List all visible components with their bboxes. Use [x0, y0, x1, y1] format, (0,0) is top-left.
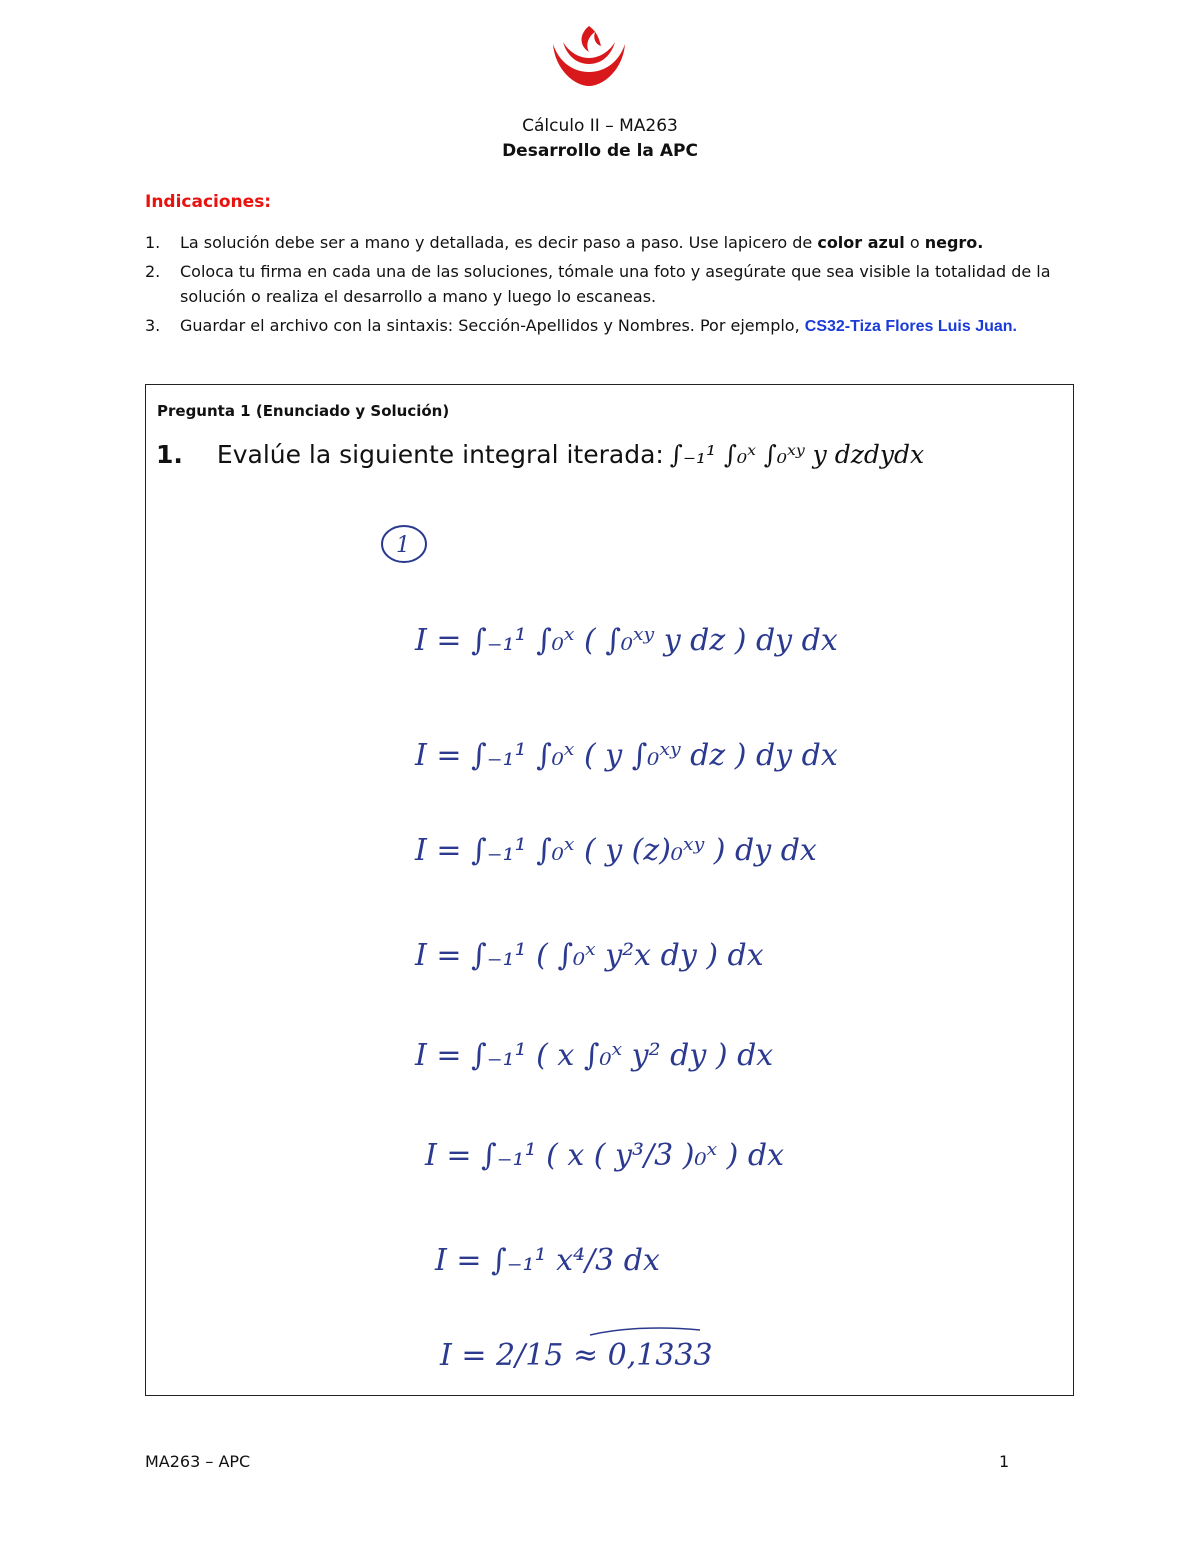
question-statement [156, 440, 924, 469]
question-number: 1. [156, 440, 183, 469]
solution-step: I = ∫₋₁¹ ( x ( y³/3 )₀ˣ ) dx [425, 1138, 785, 1173]
instruction-item [145, 259, 1080, 309]
solution-step: I = ∫₋₁¹ ( x ∫₀ˣ y² dy ) dx [415, 1038, 774, 1073]
instruction-emphasis: color azul [817, 233, 905, 252]
instruction-item [145, 313, 1080, 339]
document-subtitle: Desarrollo de la APC [502, 141, 698, 161]
instruction-text: Coloca tu firma en cada una de las soluciones, tómale una foto y asegúrate que sea visible la totalidad de la solución o realiza el desarrollo a mano y luego lo escaneas. [180, 262, 1051, 306]
instruction-text: Guardar el archivo con la sintaxis: Sección-Apellidos y Nombres. Por ejemplo, [180, 316, 805, 335]
solution-step: I = ∫₋₁¹ ∫₀ˣ ( y ∫₀ˣʸ dz ) dy dx [415, 738, 838, 773]
instruction-number: 2. [145, 262, 161, 281]
course-title: Cálculo II – MA263 [522, 116, 678, 136]
solution-circle-label: 1 [396, 533, 410, 558]
instruction-item [145, 230, 1080, 255]
question-text: Evalúe la siguiente integral iterada: [216, 440, 664, 469]
instructions-heading: Indicaciones: [145, 192, 272, 212]
filename-example: CS32-Tiza Flores Luis Juan. [804, 318, 1017, 335]
handwritten-solution-image [360, 500, 880, 1390]
instruction-text: La solución debe ser a mano y detallada, es decir paso a paso. Use lapicero de [180, 233, 818, 252]
upc-flame-logo-icon [549, 22, 629, 88]
instructions-list [145, 230, 1080, 343]
solution-step: I = ∫₋₁¹ x⁴/3 dx [435, 1243, 660, 1278]
question-formula: ∫₋₁¹ ∫₀ˣ ∫₀ˣʸ y dzdydx [669, 440, 925, 469]
solution-step: I = ∫₋₁¹ ∫₀ˣ ( y (z)₀ˣʸ ) dy dx [415, 833, 817, 868]
footer-course-code: MA263 – APC [145, 1452, 251, 1471]
instruction-text: . [977, 233, 984, 252]
solution-step: I = 2/15 ≈ 0,1333 [440, 1338, 713, 1373]
page-number: 1 [999, 1452, 1010, 1471]
solution-step: I = ∫₋₁¹ ∫₀ˣ ( ∫₀ˣʸ y dz ) dy dx [415, 623, 838, 658]
instruction-text: o [904, 233, 925, 252]
solution-step: I = ∫₋₁¹ ( ∫₀ˣ y²x dy ) dx [415, 938, 764, 973]
instruction-number: 1. [145, 233, 161, 252]
question-label: Pregunta 1 (Enunciado y Solución) [157, 402, 450, 420]
instruction-emphasis: negro [924, 233, 978, 252]
instruction-number: 3. [145, 316, 161, 335]
